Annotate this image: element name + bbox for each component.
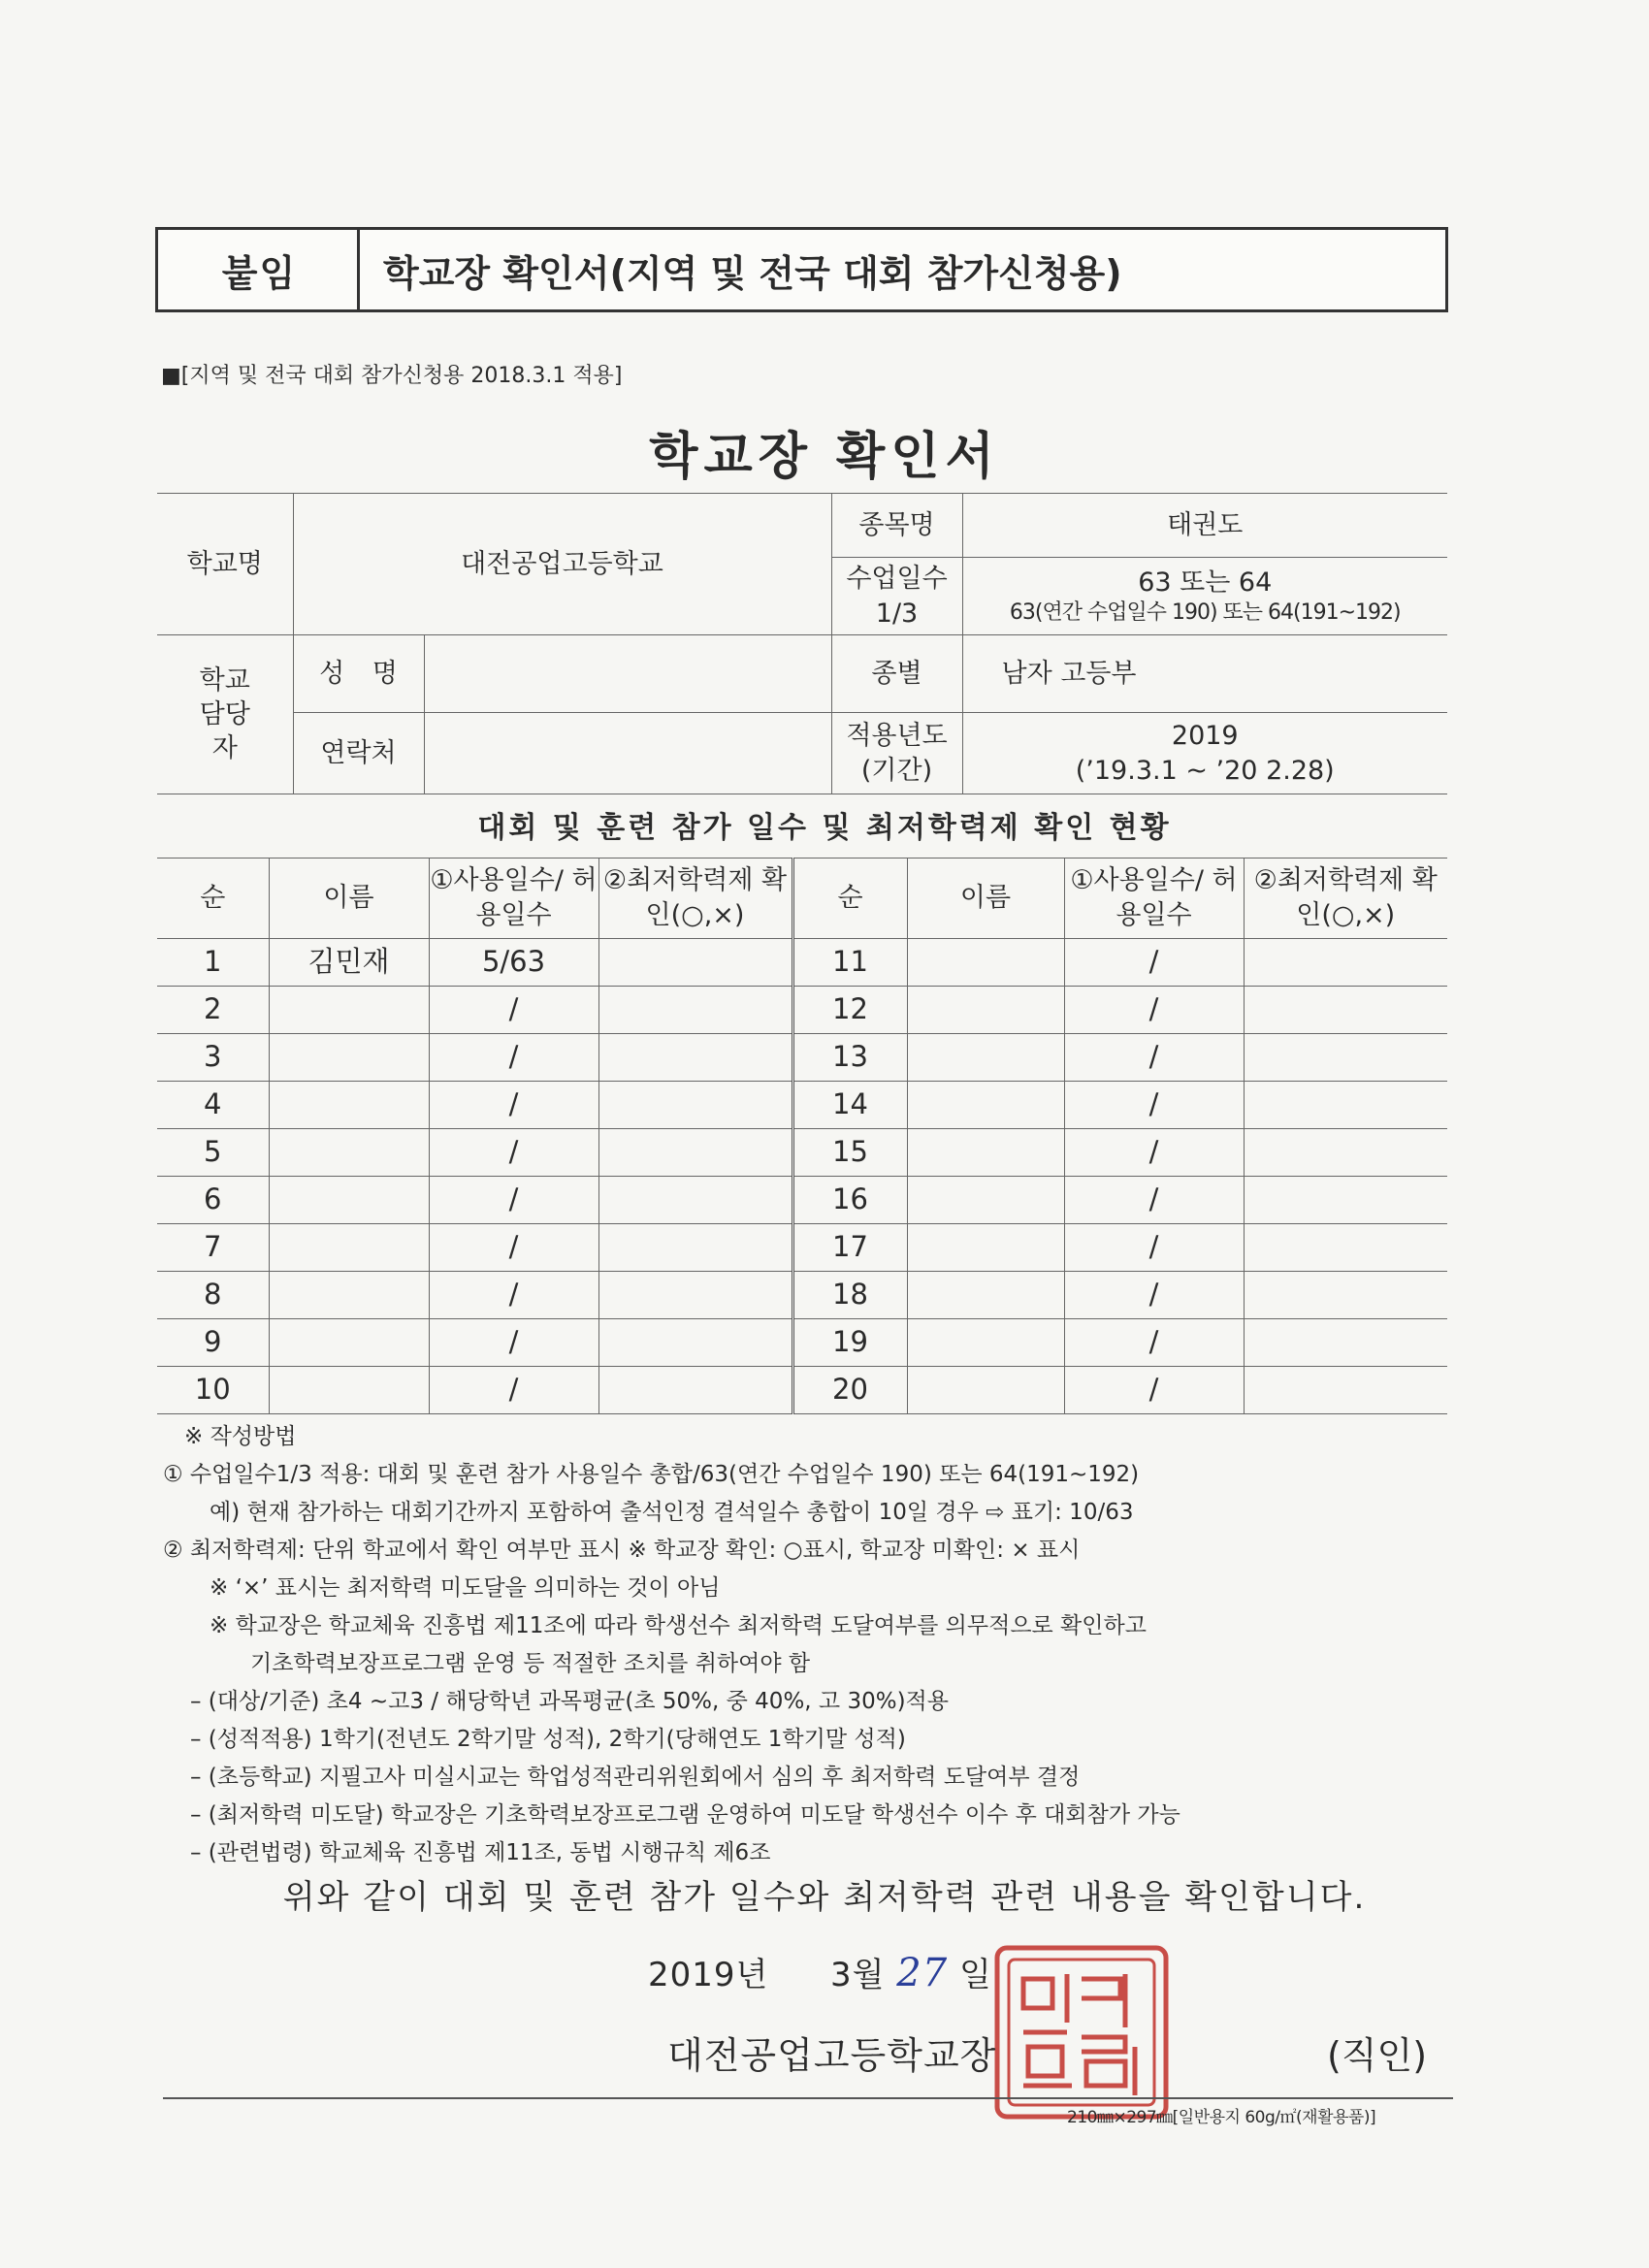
note-line: – (관련법령) 학교체육 진흥법 제11조, 동법 시행규칙 제6조 <box>190 1840 771 1865</box>
academic-check <box>598 1319 792 1367</box>
days-used: / <box>1064 1224 1244 1272</box>
school-value: 대전공업고등학교 <box>293 494 831 635</box>
student-name <box>907 987 1064 1034</box>
days-used: / <box>1064 1177 1244 1224</box>
academic-check <box>598 1177 792 1224</box>
table-row <box>157 1224 1447 1272</box>
row-number: 17 <box>792 1224 907 1272</box>
days-used: / <box>429 1082 598 1129</box>
document-header-box <box>357 227 1448 312</box>
contact-label: 연락처 <box>293 713 424 794</box>
note-line: 예) 현재 참가하는 대회기간까지 포함하여 출석인정 결석일수 총합이 10일 경우 ⇨ 표기: 10/63 <box>210 1500 1134 1525</box>
academic-check <box>598 939 792 987</box>
row-number: 3 <box>157 1034 269 1082</box>
academic-check <box>1244 1224 1447 1272</box>
date-month: 3월 <box>830 1956 886 1994</box>
academic-check <box>598 1034 792 1082</box>
seal-label: (직인) <box>1327 2034 1428 2077</box>
days-used: / <box>1064 1272 1244 1319</box>
student-name <box>907 1224 1064 1272</box>
note-line: 기초학력보장프로그램 운영 등 적절한 조치를 취하여야 함 <box>250 1651 811 1676</box>
document-title: 학교장 확인서 <box>649 428 1000 486</box>
date-day-handwritten: 27 <box>896 1951 949 1995</box>
row-number: 13 <box>792 1034 907 1082</box>
date-year: 2019년 <box>648 1956 769 1994</box>
student-name <box>907 939 1064 987</box>
row-number: 7 <box>157 1224 269 1272</box>
student-name <box>269 987 429 1034</box>
student-name <box>907 1034 1064 1082</box>
instructions <box>163 1418 1463 1872</box>
row-number: 8 <box>157 1272 269 1319</box>
row-number: 14 <box>792 1082 907 1129</box>
row-number: 10 <box>157 1367 269 1414</box>
year-cell <box>962 713 1447 794</box>
attachment-label: 붙임 <box>221 251 298 295</box>
days-used: / <box>1064 1082 1244 1129</box>
table-row <box>157 1272 1447 1319</box>
row-number: 11 <box>792 939 907 987</box>
academic-check <box>1244 1272 1447 1319</box>
row-number: 18 <box>792 1272 907 1319</box>
days-label: 수업일수 1/3 <box>831 558 962 635</box>
days-used: / <box>1064 1129 1244 1177</box>
staff-label: 학교 담당자 <box>157 635 293 794</box>
note-line: ※ 학교장은 학교체육 진흥법 제11조에 따라 학생선수 최저학력 도달여부를 의무적으로 확인하고 <box>210 1613 1147 1638</box>
academic-check <box>1244 1034 1447 1082</box>
note-line: – (최저학력 미도달) 학교장은 기초학력보장프로그램 운영하여 미도달 학생선수 이수 후 대회참가 가능 <box>190 1802 1180 1828</box>
col-header-days: ①사용일수/ 허용일수 <box>429 859 598 939</box>
info-table <box>157 493 1447 794</box>
footer-rule <box>163 2097 1453 2099</box>
paper-spec-footer: 210㎜×297㎜[일반용지 60g/㎡(재활용품)] <box>1067 2108 1376 2127</box>
academic-check <box>598 1129 792 1177</box>
days-value: 63 또는 64 <box>1138 567 1273 598</box>
student-name <box>269 1177 429 1224</box>
note-line: ① 수업일수1/3 적용: 대회 및 훈련 참가 사용일수 총합/63(연간 수업일수 190) 또는 64(191~192) <box>163 1462 1140 1487</box>
student-name <box>269 1272 429 1319</box>
academic-check <box>1244 1319 1447 1367</box>
days-used: / <box>429 1319 598 1367</box>
student-name <box>269 1034 429 1082</box>
table-heading: 대회 및 훈련 참가 일수 및 최저학력제 확인 현황 <box>477 811 1172 845</box>
sport-value: 태권도 <box>962 494 1447 558</box>
attachment-label-box <box>155 227 364 312</box>
row-number: 6 <box>157 1177 269 1224</box>
division-value: 남자 고등부 <box>962 635 1447 713</box>
note-line: – (초등학교) 지필고사 미실시교는 학업성적관리위원회에서 심의 후 최저학력 도달여부 결정 <box>190 1765 1081 1790</box>
note-line: ② 최저학력제: 단위 학교에서 확인 여부만 표시 ※ 학교장 확인: ○표시, 학교장 미확인: × 표시 <box>163 1538 1081 1563</box>
note-line: ※ 작성방법 <box>184 1424 297 1449</box>
name-value <box>424 635 831 713</box>
note-line: ※ ‘×’ 표시는 최저학력 미도달을 의미하는 것이 아님 <box>210 1575 721 1601</box>
note-line: – (대상/기준) 초4 ~고3 / 해당학년 과목평균(초 50%, 중 40%, 고 30%)적용 <box>190 1689 949 1714</box>
contact-value <box>424 713 831 794</box>
table-row <box>157 987 1447 1034</box>
days-used: / <box>429 1129 598 1177</box>
academic-check <box>1244 1082 1447 1129</box>
table-row <box>157 1129 1447 1177</box>
student-name <box>907 1319 1064 1367</box>
days-used: / <box>429 1272 598 1319</box>
academic-check <box>1244 987 1447 1034</box>
academic-check <box>1244 1177 1447 1224</box>
student-name <box>907 1082 1064 1129</box>
col-header-no: 순 <box>792 859 907 939</box>
principal-title: 대전공업고등학교장 <box>667 2034 997 2077</box>
days-used: / <box>429 1177 598 1224</box>
days-used: 5/63 <box>429 939 598 987</box>
academic-check <box>1244 1129 1447 1177</box>
student-name <box>907 1367 1064 1414</box>
student-name <box>269 1367 429 1414</box>
date-line <box>648 1948 992 1995</box>
col-header-check: ②최저학력제 확인(○,×) <box>1244 859 1447 939</box>
col-header-no: 순 <box>157 859 269 939</box>
row-number: 20 <box>792 1367 907 1414</box>
row-number: 1 <box>157 939 269 987</box>
col-header-name: 이름 <box>907 859 1064 939</box>
days-used: / <box>1064 1367 1244 1414</box>
row-number: 15 <box>792 1129 907 1177</box>
participation-table <box>157 858 1447 1414</box>
academic-check <box>598 1082 792 1129</box>
form-version-label: ■[지역 및 전국 대회 참가신청용 2018.3.1 적용] <box>161 364 623 388</box>
year-label: 적용년도 (기간) <box>831 713 962 794</box>
row-number: 4 <box>157 1082 269 1129</box>
days-used: / <box>429 1367 598 1414</box>
academic-check <box>1244 939 1447 987</box>
days-used: / <box>1064 987 1244 1034</box>
days-used: / <box>1064 939 1244 987</box>
table-row <box>157 1319 1447 1367</box>
days-note: 63(연간 수업일수 190) 또는 64(191~192) <box>1009 599 1401 625</box>
col-header-check: ②최저학력제 확인(○,×) <box>598 859 792 939</box>
days-cell <box>962 558 1447 635</box>
student-name <box>907 1129 1064 1177</box>
student-name <box>907 1177 1064 1224</box>
table-row <box>157 1177 1447 1224</box>
confirmation-statement: 위와 같이 대회 및 훈련 참가 일수와 최저학력 관련 내용을 확인합니다. <box>282 1878 1367 1917</box>
table-row <box>157 1082 1447 1129</box>
student-name <box>269 1129 429 1177</box>
student-name <box>269 1224 429 1272</box>
row-number: 16 <box>792 1177 907 1224</box>
col-header-days: ①사용일수/ 허용일수 <box>1064 859 1244 939</box>
date-day-unit: 일 <box>959 1956 992 1994</box>
period-value: (’19.3.1 ~ ’20 2.28) <box>1075 755 1335 786</box>
document-header: 학교장 확인서(지역 및 전국 대회 참가신청용) <box>383 251 1122 295</box>
days-used: / <box>1064 1034 1244 1082</box>
school-label: 학교명 <box>157 494 293 635</box>
table-row <box>157 939 1447 987</box>
academic-check <box>598 1367 792 1414</box>
row-number: 12 <box>792 987 907 1034</box>
row-number: 5 <box>157 1129 269 1177</box>
year-value: 2019 <box>1171 721 1239 752</box>
student-name <box>269 1082 429 1129</box>
academic-check <box>598 987 792 1034</box>
student-name: 김민재 <box>269 939 429 987</box>
days-used: / <box>429 987 598 1034</box>
name-label: 성 명 <box>293 635 424 713</box>
division-label: 종별 <box>831 635 962 713</box>
academic-check <box>598 1272 792 1319</box>
days-used: / <box>429 1034 598 1082</box>
table-row <box>157 1034 1447 1082</box>
note-line: – (성적적용) 1학기(전년도 2학기말 성적), 2학기(당해연도 1학기말 성적) <box>190 1727 906 1752</box>
days-used: / <box>429 1224 598 1272</box>
row-number: 9 <box>157 1319 269 1367</box>
sport-label: 종목명 <box>831 494 962 558</box>
student-name <box>269 1319 429 1367</box>
academic-check <box>1244 1367 1447 1414</box>
days-used: / <box>1064 1319 1244 1367</box>
col-header-name: 이름 <box>269 859 429 939</box>
row-number: 19 <box>792 1319 907 1367</box>
academic-check <box>598 1224 792 1272</box>
table-row <box>157 1367 1447 1414</box>
row-number: 2 <box>157 987 269 1034</box>
student-name <box>907 1272 1064 1319</box>
